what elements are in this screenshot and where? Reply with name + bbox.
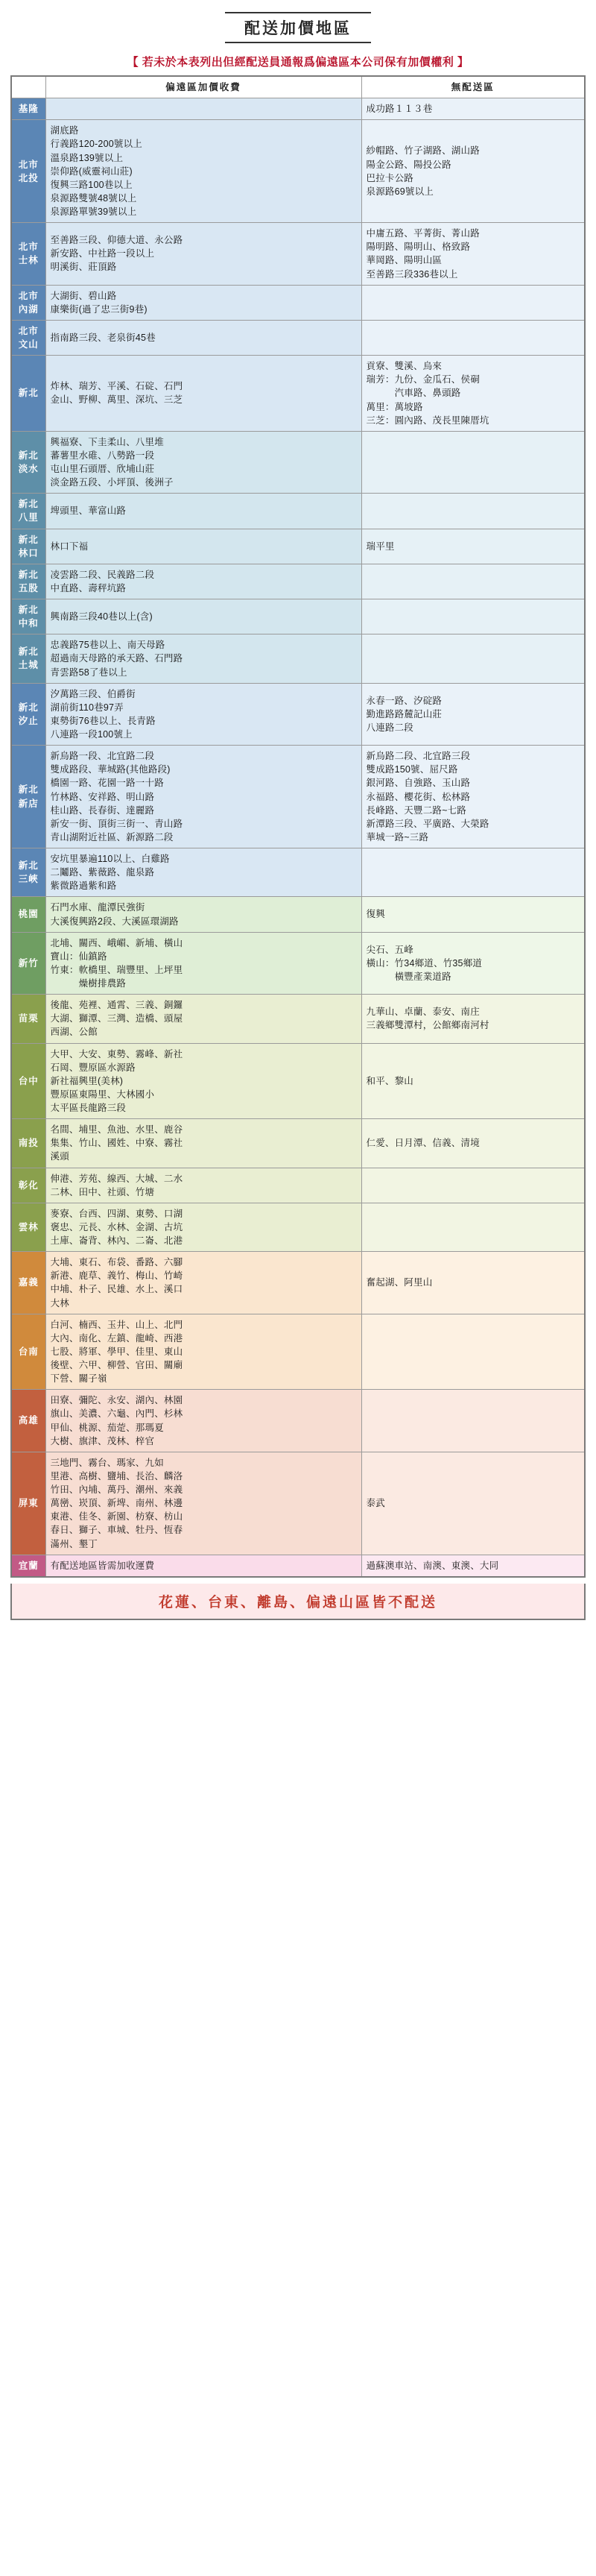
table-row <box>11 1452 585 1555</box>
region-label: 台南 <box>11 1314 45 1390</box>
region-label: 北市 士林 <box>11 223 45 286</box>
notice-text: 【 若未於本表列出但經配送員通報爲偏遠區本公司保有加價權利 】 <box>127 56 469 69</box>
header-surcharge: 偏遠區加價收費 <box>45 76 361 98</box>
no-delivery-areas: 新烏路二段、北宜路三段 雙成路150號、屈尺路 銀河路、自強路、玉山路 永福路、櫻花街、松林路 長峰路、天豐二路~七路 新潭路三段、平廣路、大榮路 華城一路~三路 <box>361 746 585 848</box>
table-row <box>11 1168 585 1203</box>
no-delivery-areas: 中庸五路、平菁街、菁山路 陽明路、陽明山、格致路 華岡路、陽明山區 至善路三段336巷以上 <box>361 223 585 286</box>
table-row <box>11 529 585 564</box>
surcharge-areas: 後龍、苑裡、通霄、三義、銅鑼 大湖、獅潭、三灣、造橋、頭屋 西湖、公館 <box>45 995 361 1043</box>
no-delivery-areas: 仁愛、日月潭、信義、清境 <box>361 1119 585 1168</box>
page-title-wrap <box>10 7 586 51</box>
footer-note: 花蓮、台東、離島、偏遠山區皆不配送 <box>10 1584 586 1620</box>
no-delivery-areas <box>361 285 585 320</box>
no-delivery-areas <box>361 494 585 529</box>
table-row <box>11 120 585 223</box>
no-delivery-areas <box>361 599 585 634</box>
surcharge-areas: 埤頭里、華富山路 <box>45 494 361 529</box>
surcharge-areas: 忠義路75巷以上、南天母路 超過南天母路的承天路、石門路 青雲路58了巷以上 <box>45 634 361 683</box>
region-label: 南投 <box>11 1119 45 1168</box>
surcharge-areas: 指南路三段、老泉街45巷 <box>45 320 361 355</box>
table-row <box>11 599 585 634</box>
table-row <box>11 1555 585 1577</box>
no-delivery-areas <box>361 564 585 599</box>
surcharge-areas: 汐萬路三段、伯爵街 湖前街110巷97弄 東勢街76巷以上、長青路 八連路一段100號上 <box>45 683 361 746</box>
region-label: 台中 <box>11 1043 45 1119</box>
table-row <box>11 320 585 355</box>
surcharge-areas: 炸林、瑞芳、平溪、石碇、石門 金山、野柳、萬里、深坑、三芝 <box>45 356 361 432</box>
table-row <box>11 1203 585 1251</box>
surcharge-areas: 有配送地區皆需加收運費 <box>45 1555 361 1577</box>
surcharge-areas: 白河、楠西、玉井、山上、北門 大內、南化、左鎮、龍崎、西港 七股、將軍、學甲、佳里、東山 後壁、六甲、柳營、官田、關廟 下營、關子嶺 <box>45 1314 361 1390</box>
surcharge-areas <box>45 98 361 120</box>
surcharge-areas: 大甲、大安、東勢、霧峰、新社 石岡、豐原區水源路 新社福興里(美林) 豐原區東陽里、大林國小 太平區長龍路三段 <box>45 1043 361 1119</box>
surcharge-areas: 新烏路一段、北宜路二段 雙成路段、華城路(其他路段) 橋園一路、花園一路一十路 竹林路、安祥路、明山路 桂山路、長春街、達麗路 新安一街、頂街三街一、青山路 青山湖附近社區、新源路二段 <box>45 746 361 848</box>
surcharge-areas: 大埔、東石、布袋、番路、六腳 新港、鹿草、義竹、梅山、竹崎 中埔、朴子、民雄、水上、溪口 大林 <box>45 1252 361 1314</box>
surcharge-areas: 凌雲路二段、民義路二段 中直路、壽秤坑路 <box>45 564 361 599</box>
no-delivery-areas: 九華山、卓蘭、泰安、南庄 三義鄉雙潭村，公館鄉南河村 <box>361 995 585 1043</box>
no-delivery-areas <box>361 431 585 494</box>
table-row <box>11 848 585 897</box>
surcharge-areas: 林口下福 <box>45 529 361 564</box>
table-row <box>11 494 585 529</box>
table-row <box>11 1252 585 1314</box>
region-label: 新北 新店 <box>11 746 45 848</box>
page-title: 配送加價地區 <box>225 12 371 43</box>
region-label: 新北 淡水 <box>11 431 45 494</box>
no-delivery-areas: 奮起湖、阿里山 <box>361 1252 585 1314</box>
surcharge-areas: 石門水庫、龍潭民強街 大溪復興路2段、大溪區環湖路 <box>45 897 361 932</box>
table-row <box>11 285 585 320</box>
no-delivery-areas: 過蘇澳車站、南澳、東澳、大同 <box>361 1555 585 1577</box>
region-label: 北市 內湖 <box>11 285 45 320</box>
no-delivery-areas <box>361 1203 585 1251</box>
surcharge-areas: 大湖街、碧山路 康樂街(過了忠三街9巷) <box>45 285 361 320</box>
surcharge-areas: 麥寮、台西、四湖、東勢、口湖 褒忠、元長、水林、金湖、古坑 土庫、崙背、林內、二崙、北港 <box>45 1203 361 1251</box>
region-label: 屏東 <box>11 1452 45 1555</box>
header-blank <box>11 76 45 98</box>
region-label: 桃園 <box>11 897 45 932</box>
table-row <box>11 932 585 995</box>
region-label: 新北 汐止 <box>11 683 45 746</box>
region-label: 嘉義 <box>11 1252 45 1314</box>
table-row <box>11 995 585 1043</box>
surcharge-areas: 安坑里暴遍110以上、白雞路 二鬮路、紫薇路、龍泉路 紫微路過紫和路 <box>45 848 361 897</box>
table-row <box>11 683 585 746</box>
no-delivery-areas: 復興 <box>361 897 585 932</box>
region-label: 新北 土城 <box>11 634 45 683</box>
no-delivery-areas <box>361 1314 585 1390</box>
no-delivery-areas: 瑞平里 <box>361 529 585 564</box>
region-label: 新北 林口 <box>11 529 45 564</box>
region-label: 新北 中和 <box>11 599 45 634</box>
surcharge-areas: 湖底路 行義路120-200號以上 溫泉路139號以上 崇仰路(威靈祠山莊) 復興三路100巷以上 泉源路雙號48號以上 泉源路單號39號以上 <box>45 120 361 223</box>
surcharge-areas: 名間、埔里、魚池、水里、鹿谷 集集、竹山、國姓、中寮、霧社 溪頭 <box>45 1119 361 1168</box>
table-row <box>11 634 585 683</box>
surcharge-areas: 北埔、關西、峨嵋、新埔、橫山 寶山：仙鎮路 竹東：軟橋里、瑞豐里、上坪里 燥樹排農路 <box>45 932 361 995</box>
table-row <box>11 1390 585 1452</box>
no-delivery-areas: 貢寮、雙溪、烏來 瑞芳：九份、金瓜石、侯硐 汽車路、鼻頭路 萬里：萬坡路 三芝：圓內路、茂長里陳厝坑 <box>361 356 585 432</box>
table-row <box>11 98 585 120</box>
header-nodelivery: 無配送區 <box>361 76 585 98</box>
no-delivery-areas: 成功路１１３巷 <box>361 98 585 120</box>
region-label: 新竹 <box>11 932 45 995</box>
surcharge-areas: 興福寮、下圭柔山、八里堆 蕃薯里水碓、八勢路一段 屯山里石頭厝、欣埔山莊 淡金路五段、小坪頂、後洲子 <box>45 431 361 494</box>
table-body <box>11 98 585 1577</box>
region-label: 北市 北投 <box>11 120 45 223</box>
table-row <box>11 356 585 432</box>
region-label: 新北 <box>11 356 45 432</box>
region-label: 北市 文山 <box>11 320 45 355</box>
surcharge-areas: 三地門、霧台、瑪家、九如 里港、高樹、鹽埔、長治、麟洛 竹田、內埔、萬丹、潮州、來義 萬巒、崁頂、新埤、南州、林邊 東港、佳冬、新園、枋寮、枋山 春日、獅子、車城、牡丹、恆春 滿州、墾丁 <box>45 1452 361 1555</box>
table-row <box>11 746 585 848</box>
table-row <box>11 1043 585 1119</box>
no-delivery-areas <box>361 848 585 897</box>
region-label: 苗栗 <box>11 995 45 1043</box>
table-row <box>11 223 585 286</box>
no-delivery-areas <box>361 1168 585 1203</box>
region-label: 雲林 <box>11 1203 45 1251</box>
surcharge-table <box>10 75 586 1578</box>
surcharge-areas: 田寮、彌陀、永安、湖內、林園 旗山、美濃、六龜、內門、杉林 甲仙、桃源、茄萣、那瑪夏 大樹、旗津、茂林、梓官 <box>45 1390 361 1452</box>
region-label: 彰化 <box>11 1168 45 1203</box>
table-row <box>11 564 585 599</box>
surcharge-areas: 伸港、芳苑、線西、大城、二水 二林、田中、社頭、竹塘 <box>45 1168 361 1203</box>
table-row <box>11 1314 585 1390</box>
table-header <box>11 76 585 98</box>
region-label: 宜蘭 <box>11 1555 45 1577</box>
table-row <box>11 897 585 932</box>
no-delivery-areas <box>361 1390 585 1452</box>
no-delivery-areas: 紗帽路、竹子湖路、湖山路 陽金公路、陽投公路 巴拉卡公路 泉源路69號以上 <box>361 120 585 223</box>
table-row <box>11 431 585 494</box>
footer-wrap <box>10 1584 586 1620</box>
no-delivery-areas <box>361 634 585 683</box>
region-label: 高雄 <box>11 1390 45 1452</box>
no-delivery-areas: 尖石、五峰 橫山：竹34鄉道、竹35鄉道 橫豐產業道路 <box>361 932 585 995</box>
no-delivery-areas <box>361 320 585 355</box>
surcharge-areas: 至善路三段、仰德大道、永公路 新安路、中社路一段以上 明溪街、莊頂路 <box>45 223 361 286</box>
no-delivery-areas: 和平、黎山 <box>361 1043 585 1119</box>
region-label: 新北 八里 <box>11 494 45 529</box>
no-delivery-areas: 泰武 <box>361 1452 585 1555</box>
no-delivery-areas: 永春一路、汐碇路 勤進路路麓記山莊 八連路二段 <box>361 683 585 746</box>
region-label: 新北 五股 <box>11 564 45 599</box>
table-row <box>11 1119 585 1168</box>
surcharge-areas: 興南路三段40巷以上(含) <box>45 599 361 634</box>
region-label: 基隆 <box>11 98 45 120</box>
region-label: 新北 三峽 <box>11 848 45 897</box>
